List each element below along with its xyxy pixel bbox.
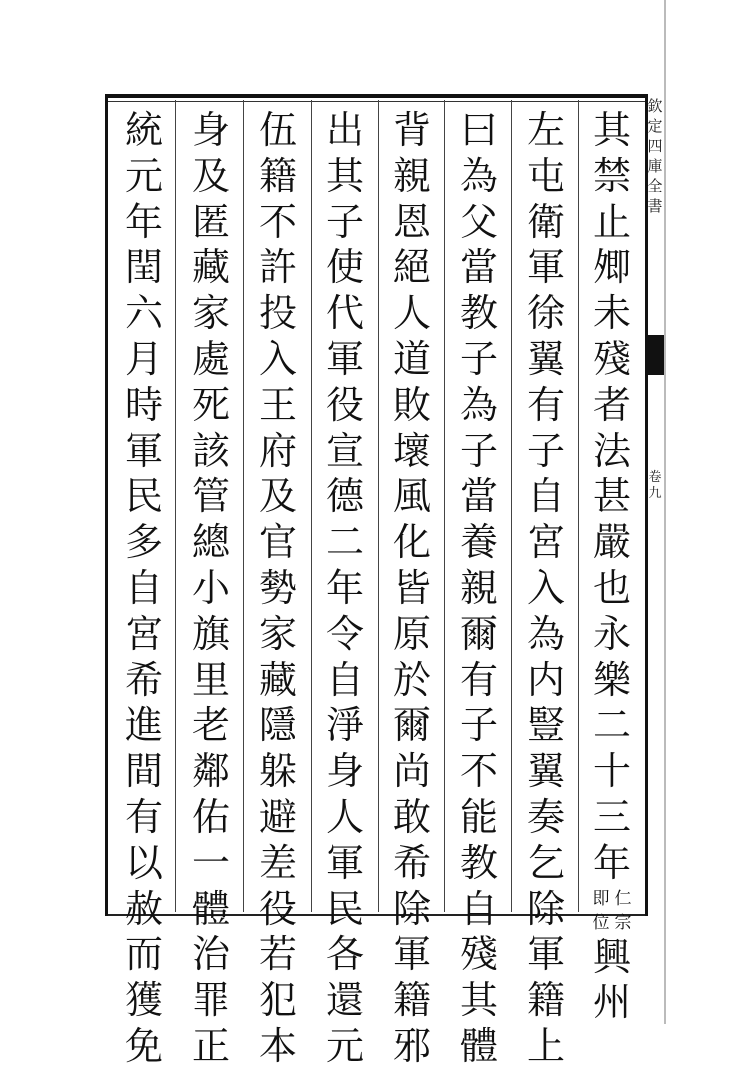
text-char: 四: [647, 137, 663, 155]
text-char: 子: [459, 336, 498, 381]
text-char: 甚: [592, 474, 631, 519]
text-char: 自: [459, 886, 498, 931]
text-char: 出: [325, 108, 364, 152]
text-char: 時: [124, 382, 163, 427]
text-char: 卷: [648, 470, 662, 485]
text-char: 敗: [392, 382, 431, 427]
text-char: 也: [592, 565, 631, 610]
text-char: 十: [592, 749, 631, 794]
text-char: 能: [459, 794, 498, 839]
text-char: 宣: [325, 428, 364, 473]
text-char: 投: [258, 291, 297, 336]
text-char: 二: [325, 520, 364, 565]
text-char: 樂: [592, 657, 631, 702]
text-char: 而: [124, 932, 163, 977]
text-char: 該: [191, 428, 230, 473]
interlinear-note: [586, 887, 638, 935]
text-char: 壞: [392, 428, 431, 473]
text-char: 多: [124, 520, 163, 565]
text-char: 仁: [614, 888, 632, 909]
text-char: 年: [325, 565, 364, 610]
text-char: 爾: [459, 611, 498, 656]
text-char: 官: [258, 520, 297, 565]
text-char: 爾: [392, 703, 431, 748]
text-char: 進: [124, 703, 163, 748]
text-char: 死: [191, 382, 230, 427]
text-char: 徐: [526, 291, 565, 336]
page-edge: [664, 0, 666, 1024]
page-fold-line: [645, 94, 648, 916]
column-rule: [175, 100, 176, 912]
text-char: 邪: [392, 1023, 431, 1068]
page-frame-top-thin: [105, 101, 645, 102]
text-char: 宗: [614, 912, 632, 933]
text-char: 民: [124, 474, 163, 519]
text-char: 籍: [392, 978, 431, 1023]
text-char: 自: [124, 565, 163, 610]
text-char: 教: [459, 291, 498, 336]
text-char: 人: [392, 291, 431, 336]
text-char: 間: [124, 749, 163, 794]
column-rule: [243, 100, 244, 912]
text-char: 及: [258, 474, 297, 519]
text-char: 左: [526, 108, 565, 152]
text-char: 以: [124, 840, 163, 885]
text-char: 敢: [392, 794, 431, 839]
text-char: 差: [258, 840, 297, 885]
text-column-4: [386, 108, 438, 1068]
text-char: 自: [325, 657, 364, 702]
text-char: 州: [592, 980, 631, 1025]
text-char: 體: [459, 1023, 498, 1068]
text-char: 養: [459, 520, 498, 565]
text-char: 内: [526, 657, 565, 702]
text-char: 未: [592, 291, 631, 336]
text-char: 犯: [258, 978, 297, 1023]
fish-tail-mark: [646, 335, 664, 375]
text-char: 令: [325, 611, 364, 656]
text-char: 九: [648, 486, 662, 501]
text-char: 免: [124, 1023, 163, 1068]
text-char: 赦: [124, 886, 163, 931]
text-char: 軍: [526, 932, 565, 977]
text-char: 旗: [191, 611, 230, 656]
text-char: 家: [191, 291, 230, 336]
text-char: 人: [325, 794, 364, 839]
text-char: 定: [647, 117, 663, 135]
text-char: 王: [258, 382, 297, 427]
text-char: 其: [459, 978, 498, 1023]
text-char: 其: [325, 153, 364, 198]
text-char: 永: [592, 611, 631, 656]
column-rule: [378, 100, 379, 912]
text-char: 六: [124, 291, 163, 336]
text-char: 曰: [459, 108, 498, 152]
text-char: 屯: [526, 153, 565, 198]
text-char: 軍: [325, 840, 364, 885]
text-char: 治: [191, 932, 230, 977]
fold-margin-title: [647, 96, 663, 216]
page-frame-left: [105, 94, 108, 916]
text-char: 佑: [191, 794, 230, 839]
text-char: 伍: [258, 108, 297, 152]
text-char: 書: [647, 197, 663, 215]
text-char: 子: [459, 428, 498, 473]
text-char: 原: [392, 611, 431, 656]
text-char: 二: [592, 703, 631, 748]
text-char: 罪: [191, 978, 230, 1023]
text-char: 軍: [124, 428, 163, 473]
text-char: 化: [392, 520, 431, 565]
text-char: 不: [459, 749, 498, 794]
text-char: 元: [325, 1023, 364, 1068]
text-column-7: [185, 108, 237, 1068]
text-char: 淨: [325, 703, 364, 748]
text-char: 子: [459, 703, 498, 748]
text-char: 匿: [191, 199, 230, 244]
page-frame-top: [105, 94, 645, 98]
text-char: 於: [392, 657, 431, 702]
text-char: 乞: [526, 840, 565, 885]
text-char: 統: [124, 108, 163, 152]
text-char: 老: [191, 703, 230, 748]
text-char: 親: [459, 565, 498, 610]
text-char: 法: [592, 428, 631, 473]
text-char: 入: [526, 565, 565, 610]
text-column-3: [453, 108, 505, 1068]
text-char: 身: [191, 108, 230, 152]
text-char: 鄰: [191, 749, 230, 794]
text-char: 禁: [592, 153, 631, 198]
column-rule: [578, 100, 579, 912]
text-char: 閏: [124, 245, 163, 290]
column-rule: [511, 100, 512, 912]
text-char: 當: [459, 245, 498, 290]
column-rule: [444, 100, 445, 912]
text-char: 藏: [191, 245, 230, 290]
text-char: 許: [258, 245, 297, 290]
fold-margin-juan: [647, 470, 663, 502]
text-char: 還: [325, 978, 364, 1023]
text-char: 民: [325, 886, 364, 931]
text-char: 及: [191, 153, 230, 198]
text-char: 軍: [392, 932, 431, 977]
text-char: 家: [258, 611, 297, 656]
text-char: 殘: [592, 336, 631, 381]
text-char: 希: [392, 840, 431, 885]
text-char: 奏: [526, 794, 565, 839]
text-char: 即: [592, 888, 610, 909]
text-char: 皆: [392, 565, 431, 610]
text-char: 除: [526, 886, 565, 931]
note-left-line: [590, 887, 612, 935]
text-char: 為: [459, 153, 498, 198]
text-char: 希: [124, 657, 163, 702]
text-char: 元: [124, 153, 163, 198]
text-char: 當: [459, 474, 498, 519]
text-char: 籍: [526, 978, 565, 1023]
text-char: 避: [258, 794, 297, 839]
note-right-line: [612, 887, 634, 935]
text-char: 軍: [526, 245, 565, 290]
text-char: 身: [325, 749, 364, 794]
text-char: 絕: [392, 245, 431, 290]
text-char: 殘: [459, 932, 498, 977]
text-char: 有: [124, 794, 163, 839]
text-char: 躲: [258, 749, 297, 794]
text-char: 恩: [392, 199, 431, 244]
text-char: 道: [392, 336, 431, 381]
text-char: 入: [258, 336, 297, 381]
text-char: 一: [191, 840, 230, 885]
text-char: 除: [392, 886, 431, 931]
text-char: 嚴: [592, 520, 631, 565]
text-char: 為: [459, 382, 498, 427]
text-char: 德: [325, 474, 364, 519]
text-char: 自: [526, 474, 565, 519]
text-char: 處: [191, 336, 230, 381]
text-char: 風: [392, 474, 431, 519]
text-char: 父: [459, 199, 498, 244]
text-char: 有: [526, 382, 565, 427]
text-char: 𡖖: [592, 245, 631, 290]
text-char: 止: [592, 199, 631, 244]
text-column-1: [586, 108, 638, 1025]
text-char: 為: [526, 611, 565, 656]
text-char: 三: [592, 794, 631, 839]
text-column-6: [252, 108, 304, 1068]
text-char: 者: [592, 382, 631, 427]
text-char: 不: [258, 199, 297, 244]
text-char: 隱: [258, 703, 297, 748]
text-char: 本: [258, 1023, 297, 1068]
text-char: 教: [459, 840, 498, 885]
text-char: 年: [592, 840, 631, 885]
column-rule: [311, 100, 312, 912]
text-column-8: [118, 108, 170, 1068]
text-char: 勢: [258, 565, 297, 610]
text-char: 總: [191, 520, 230, 565]
text-char: 位: [592, 912, 610, 933]
text-char: 庫: [647, 157, 663, 175]
text-char: 小: [191, 565, 230, 610]
text-char: 軍: [325, 336, 364, 381]
text-char: 宮: [526, 520, 565, 565]
text-char: 子: [526, 428, 565, 473]
text-char: 宮: [124, 611, 163, 656]
text-column-2: [520, 108, 572, 1068]
text-char: 藏: [258, 657, 297, 702]
text-char: 欽: [647, 97, 663, 115]
text-char: 府: [258, 428, 297, 473]
text-char: 使: [325, 245, 364, 290]
text-char: 若: [258, 932, 297, 977]
text-char: 有: [459, 657, 498, 702]
text-char: 管: [191, 474, 230, 519]
text-char: 正: [191, 1023, 230, 1068]
text-char: 其: [592, 108, 631, 152]
text-char: 役: [325, 382, 364, 427]
text-char: 全: [647, 177, 663, 195]
text-column-5: [319, 108, 371, 1068]
text-char: 獲: [124, 978, 163, 1023]
text-char: 各: [325, 932, 364, 977]
text-char: 代: [325, 291, 364, 336]
text-char: 籍: [258, 153, 297, 198]
text-char: 上: [526, 1023, 565, 1068]
text-char: 背: [392, 108, 431, 152]
text-char: 親: [392, 153, 431, 198]
text-char: 里: [191, 657, 230, 702]
text-char: 月: [124, 336, 163, 381]
text-char: 翼: [526, 749, 565, 794]
text-char: 興: [592, 934, 631, 979]
text-char: 翼: [526, 336, 565, 381]
text-char: 尚: [392, 749, 431, 794]
text-char: 役: [258, 886, 297, 931]
text-char: 子: [325, 199, 364, 244]
text-char: 豎: [526, 703, 565, 748]
text-char: 體: [191, 886, 230, 931]
text-char: 衛: [526, 199, 565, 244]
text-char: 年: [124, 199, 163, 244]
